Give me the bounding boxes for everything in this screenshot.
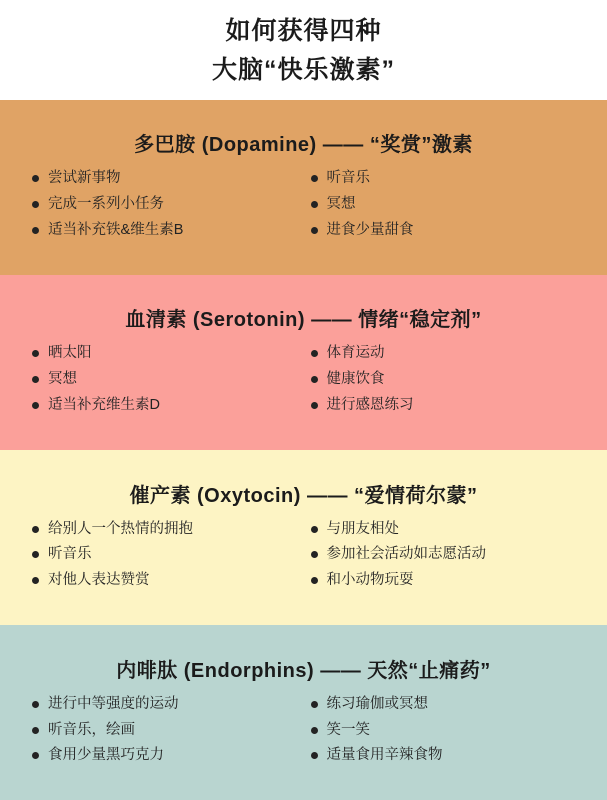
list-item-label: 与朋友相处 <box>326 520 399 537</box>
list-item-label: 练习瑜伽或冥想 <box>326 695 428 712</box>
bullet-icon <box>311 727 318 734</box>
list-item <box>311 221 575 240</box>
bullet-icon <box>311 227 318 234</box>
list-item <box>311 520 575 539</box>
list-item <box>311 746 575 765</box>
list-item-label: 适量食用辛辣食物 <box>326 747 443 764</box>
list-item-label: 听音乐，绘画 <box>48 721 136 738</box>
list-item <box>311 695 575 714</box>
column-right-endorphins <box>311 695 575 766</box>
column-left-oxytocin <box>32 520 296 591</box>
column-left-serotonin <box>32 344 296 415</box>
list-item <box>32 344 296 363</box>
bullet-icon <box>32 175 39 182</box>
list-item-label: 听音乐 <box>326 170 370 187</box>
section-oxytocin <box>0 450 607 625</box>
list-item <box>311 545 575 564</box>
column-right-dopamine <box>311 169 575 240</box>
list-item-label: 进行中等强度的运动 <box>48 695 179 712</box>
column-left-endorphins <box>32 695 296 766</box>
list-item-label: 对他人表达赞赏 <box>48 572 150 589</box>
list-item-label: 适当补充维生素D <box>48 397 161 414</box>
bullet-icon <box>32 402 39 409</box>
section-columns-serotonin <box>0 344 607 415</box>
list-item <box>311 721 575 740</box>
bullet-icon <box>32 350 39 357</box>
list-item <box>32 396 296 415</box>
list-item <box>32 721 296 740</box>
list-item-label: 冥想 <box>48 371 78 388</box>
list-item <box>32 195 296 214</box>
section-columns-oxytocin <box>0 520 607 591</box>
list-item-label: 适当补充铁&维生素B <box>48 221 184 238</box>
column-left-dopamine <box>32 169 296 240</box>
bullet-icon <box>32 227 39 234</box>
bullet-icon <box>32 201 39 208</box>
list-item-label: 体育运动 <box>326 345 385 362</box>
list-item <box>311 571 575 590</box>
page-title-line-2: 大脑“快乐激素” <box>211 55 395 84</box>
list-item <box>32 695 296 714</box>
page-title-line-1: 如何获得四种 <box>225 17 382 45</box>
bullet-icon <box>32 526 39 533</box>
bullet-icon <box>311 551 318 558</box>
section-heading-dopamine: 多巴胺 (Dopamine) —— “奖赏”激素 <box>134 134 473 157</box>
bullet-icon <box>311 350 318 357</box>
section-heading-serotonin: 血清素 (Serotonin) —— 情绪“稳定剂” <box>125 309 482 332</box>
list-item-label: 进食少量甜食 <box>326 221 414 238</box>
bullet-icon <box>311 175 318 182</box>
bullet-icon <box>311 577 318 584</box>
list-item-label: 晒太阳 <box>48 345 92 362</box>
list-item <box>32 520 296 539</box>
section-serotonin <box>0 275 607 450</box>
list-item <box>311 169 575 188</box>
bullet-icon <box>32 752 39 759</box>
list-item <box>32 169 296 188</box>
list-item-label: 进行感恩练习 <box>326 397 414 414</box>
section-heading-oxytocin: 催产素 (Oxytocin) —— “爱情荷尔蒙” <box>129 484 478 507</box>
column-right-oxytocin <box>311 520 575 591</box>
bullet-icon <box>311 402 318 409</box>
list-item <box>311 370 575 389</box>
bullet-icon <box>311 701 318 708</box>
list-item-label: 食用少量黑巧克力 <box>48 747 165 764</box>
bullet-icon <box>32 376 39 383</box>
list-item <box>311 396 575 415</box>
list-item <box>32 746 296 765</box>
list-item-label: 完成一系列小任务 <box>48 196 165 213</box>
bullet-icon <box>311 376 318 383</box>
list-item-label: 笑一笑 <box>326 721 370 738</box>
section-dopamine <box>0 100 607 275</box>
list-item <box>32 571 296 590</box>
section-columns-endorphins <box>0 695 607 766</box>
bullet-icon <box>311 752 318 759</box>
list-item-label: 听音乐 <box>48 546 92 563</box>
list-item-label: 参加社会活动如志愿活动 <box>326 546 486 563</box>
list-item <box>32 221 296 240</box>
section-endorphins <box>0 625 607 800</box>
poster-title-block <box>0 0 607 100</box>
list-item-label: 健康饮食 <box>326 371 385 388</box>
section-heading-endorphins: 内啡肽 (Endorphins) —— 天然“止痛药” <box>116 659 491 682</box>
list-item-label: 和小动物玩耍 <box>326 572 414 589</box>
list-item <box>311 344 575 363</box>
list-item <box>32 545 296 564</box>
section-columns-dopamine <box>0 169 607 240</box>
list-item-label: 尝试新事物 <box>48 170 121 187</box>
list-item <box>311 195 575 214</box>
list-item-label: 给别人一个热情的拥抱 <box>48 520 194 537</box>
list-item <box>32 370 296 389</box>
column-right-serotonin <box>311 344 575 415</box>
bullet-icon <box>32 701 39 708</box>
list-item-label: 冥想 <box>326 196 356 213</box>
bullet-icon <box>311 526 318 533</box>
bullet-icon <box>32 727 39 734</box>
bullet-icon <box>32 551 39 558</box>
bullet-icon <box>32 577 39 584</box>
bullet-icon <box>311 201 318 208</box>
